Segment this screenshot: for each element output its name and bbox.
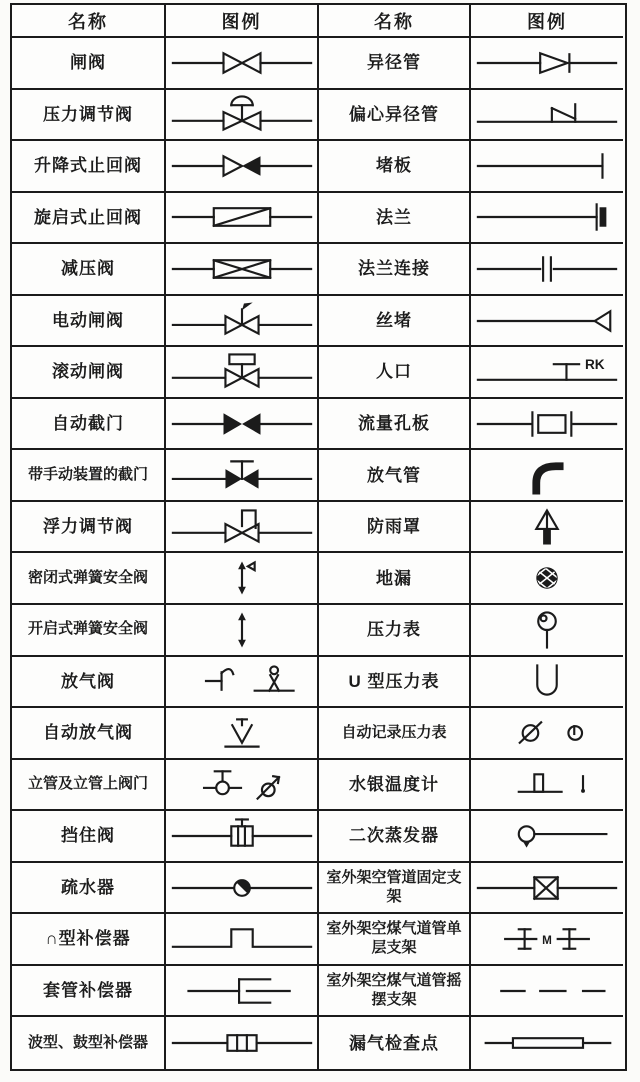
symbol-name-cell — [319, 708, 471, 760]
symbol-name-cell — [319, 863, 471, 915]
symbol-legend-cell — [471, 914, 623, 966]
symbol-name-label: 堵板 — [376, 156, 412, 176]
symbol-name-cell — [319, 605, 471, 657]
symbol-legend-cell — [471, 760, 623, 812]
svg-text:RK: RK — [584, 357, 605, 373]
symbol-name-label: 放气管 — [367, 465, 421, 485]
symbol-legend-cell — [166, 90, 319, 142]
symbol-legend-cell — [166, 502, 319, 554]
flange-icon — [471, 193, 623, 243]
symbol-legend-cell — [166, 760, 319, 812]
symbol-legend-cell — [471, 863, 623, 915]
riser-and-riser-valve-icon — [166, 760, 317, 810]
gate-valve-icon — [166, 38, 317, 88]
symbol-name-label: 自动截门 — [52, 413, 124, 433]
symbol-legend-cell — [471, 399, 623, 451]
symbol-name-label: 开启式弹簧安全阀 — [27, 620, 148, 638]
symbol-name-cell — [12, 863, 166, 915]
symbol-name-cell — [12, 605, 166, 657]
symbol-name-cell — [319, 553, 471, 605]
symbol-legend-cell — [471, 193, 623, 245]
symbol-name-label: 立管及立管上阀门 — [27, 775, 148, 793]
symbol-name-label: 放气阀 — [61, 671, 115, 691]
swing-support-icon — [471, 966, 623, 1016]
symbol-name-label: 减压阀 — [61, 259, 115, 279]
symbol-name-label: 压力调节阀 — [43, 104, 133, 124]
symbol-name-label: 法兰 — [376, 207, 412, 227]
thread-plug-icon — [471, 296, 623, 346]
symbol-name-cell — [12, 760, 166, 812]
closed-spring-safety-valve-icon — [166, 553, 317, 603]
symbol-legend-cell — [471, 605, 623, 657]
symbol-name-label: 室外架空煤气道管摇摆支架 — [326, 971, 462, 1008]
symbol-legend-cell — [166, 296, 319, 348]
symbol-name-cell — [319, 914, 471, 966]
symbol-legend-cell — [471, 1017, 623, 1069]
symbol-legend-cell — [471, 450, 623, 502]
symbol-name-cell — [319, 296, 471, 348]
symbol-name-label: 地漏 — [376, 568, 412, 588]
rain-cap-icon — [471, 502, 623, 552]
swing-check-valve-icon — [166, 193, 317, 243]
eccentric-reducer-icon — [471, 90, 623, 140]
symbol-legend-cell — [166, 863, 319, 915]
column-header-legend: 图例 — [471, 5, 623, 38]
symbol-name-cell — [12, 141, 166, 193]
symbol-name-cell — [12, 811, 166, 863]
symbol-name-label: 波型、鼓型补偿器 — [27, 1033, 148, 1051]
symbol-name-label: 自动记录压力表 — [341, 723, 447, 741]
symbol-legend-cell — [166, 605, 319, 657]
symbol-name-label: 密闭式弹簧安全阀 — [27, 568, 148, 586]
symbol-legend-cell — [166, 193, 319, 245]
symbol-legend-cell — [166, 38, 319, 90]
symbol-name-cell — [319, 450, 471, 502]
symbol-name-label: 挡住阀 — [61, 826, 115, 846]
symbol-name-cell — [12, 553, 166, 605]
symbol-legend-cell — [471, 141, 623, 193]
symbol-name-label: 水银温度计 — [349, 774, 439, 794]
symbol-name-cell — [12, 966, 166, 1018]
symbol-name-cell — [319, 141, 471, 193]
fixed-support-icon — [471, 863, 623, 913]
leak-check-point-icon — [471, 1017, 623, 1069]
reducer-icon — [471, 38, 623, 88]
auto-air-release-valve-icon — [166, 708, 317, 758]
symbol-name-cell — [319, 657, 471, 709]
symbol-legend-cell — [166, 399, 319, 451]
column-header-name: 名称 — [12, 5, 166, 38]
symbol-legend-cell — [166, 553, 319, 605]
vent-pipe-icon — [471, 450, 623, 500]
float-regulating-valve-icon — [166, 502, 317, 552]
symbol-name-label: 流量孔板 — [358, 413, 430, 433]
symbol-name-label: 二次蒸发器 — [349, 826, 439, 846]
symbol-legend-cell — [166, 347, 319, 399]
flange-connection-icon — [471, 244, 623, 294]
floor-drain-icon — [471, 553, 623, 603]
symbol-name-cell — [12, 657, 166, 709]
symbol-legend-cell — [471, 708, 623, 760]
open-spring-safety-valve-icon — [166, 605, 317, 655]
block-valve-icon — [166, 811, 317, 861]
symbol-name-cell — [319, 502, 471, 554]
u-type-compensator-icon — [166, 914, 317, 964]
symbol-name-cell — [12, 914, 166, 966]
bellows-drum-compensator-icon — [166, 1017, 317, 1069]
symbol-legend-cell — [166, 657, 319, 709]
symbol-name-label: 闸阀 — [70, 53, 106, 73]
symbol-legend-cell — [471, 811, 623, 863]
symbol-name-label: 自动放气阀 — [43, 723, 133, 743]
symbol-name-cell — [12, 1017, 166, 1069]
symbol-name-label: 套管补偿器 — [43, 981, 133, 1001]
automatic-stop-valve-icon — [166, 399, 317, 449]
symbol-name-label: 电动闸阀 — [52, 310, 124, 330]
symbol-name-cell — [319, 399, 471, 451]
single-layer-support-icon — [471, 914, 623, 964]
symbol-legend-table — [10, 3, 627, 1071]
symbol-legend-cell — [471, 502, 623, 554]
symbol-name-label: 滚动闸阀 — [52, 362, 124, 382]
symbol-legend-cell — [471, 657, 623, 709]
symbol-name-cell — [12, 399, 166, 451]
symbol-legend-cell — [471, 553, 623, 605]
symbol-name-label: 带手动装置的截门 — [27, 465, 148, 483]
symbol-name-cell — [319, 244, 471, 296]
symbol-name-cell — [319, 1017, 471, 1069]
symbol-name-label: 升降式止回阀 — [34, 156, 142, 176]
symbol-name-label: 丝堵 — [376, 310, 412, 330]
symbol-name-cell — [319, 811, 471, 863]
blind-plate-icon — [471, 141, 623, 191]
mercury-thermometer-icon — [471, 760, 623, 810]
symbol-name-label: 异径管 — [367, 53, 421, 73]
symbol-name-cell — [319, 347, 471, 399]
symbol-legend-cell — [471, 966, 623, 1018]
symbol-name-cell — [319, 966, 471, 1018]
symbol-name-label: 人口 — [376, 362, 412, 382]
symbol-name-label: 浮力调节阀 — [43, 517, 133, 537]
svg-text:M: M — [542, 933, 552, 947]
symbol-name-label: U 型压力表 — [348, 671, 440, 691]
symbol-legend-cell — [471, 38, 623, 90]
recording-pressure-gauge-icon — [471, 708, 623, 758]
rolling-gate-valve-icon — [166, 347, 317, 397]
symbol-name-cell — [12, 502, 166, 554]
symbol-legend-cell — [471, 296, 623, 348]
u-type-pressure-gauge-icon — [471, 657, 623, 707]
symbol-legend-cell — [471, 90, 623, 142]
symbol-legend-cell — [166, 708, 319, 760]
column-header-name: 名称 — [319, 5, 471, 38]
symbol-legend-cell — [471, 347, 623, 399]
secondary-evaporator-icon — [471, 811, 623, 861]
pressure-gauge-icon — [471, 605, 623, 655]
symbol-name-label: 旋启式止回阀 — [34, 207, 142, 227]
symbol-name-label: 室外架空管道固定支架 — [326, 868, 462, 905]
symbol-name-cell — [12, 38, 166, 90]
symbol-legend-cell — [166, 1017, 319, 1069]
air-release-valve-icon — [166, 657, 317, 707]
symbol-name-label: ∩型补偿器 — [45, 929, 131, 949]
symbol-name-label: 法兰连接 — [358, 259, 430, 279]
flow-orifice-plate-icon — [471, 399, 623, 449]
symbol-legend-cell — [471, 244, 623, 296]
symbol-name-cell — [12, 193, 166, 245]
symbol-name-cell — [12, 296, 166, 348]
pressure-reducing-valve-icon — [166, 244, 317, 294]
symbol-name-cell — [12, 450, 166, 502]
symbol-name-label: 偏心异径管 — [349, 104, 439, 124]
symbol-legend-cell — [166, 244, 319, 296]
symbol-name-label: 室外架空煤气道管单层支架 — [326, 920, 462, 957]
inlet-icon — [471, 347, 623, 397]
symbol-name-cell — [12, 244, 166, 296]
symbol-legend-cell — [166, 450, 319, 502]
symbol-legend-cell — [166, 811, 319, 863]
symbol-name-cell — [12, 708, 166, 760]
symbol-name-label: 漏气检查点 — [349, 1033, 439, 1053]
lift-check-valve-icon — [166, 141, 317, 191]
symbol-name-cell — [319, 193, 471, 245]
column-header-legend: 图例 — [166, 5, 319, 38]
symbol-name-cell — [319, 90, 471, 142]
symbol-name-label: 疏水器 — [61, 877, 115, 897]
symbol-legend-cell — [166, 914, 319, 966]
symbol-name-label: 压力表 — [367, 620, 421, 640]
symbol-name-cell — [12, 347, 166, 399]
symbol-name-cell — [12, 90, 166, 142]
symbol-legend-cell — [166, 966, 319, 1018]
symbol-legend-cell — [166, 141, 319, 193]
sleeve-compensator-icon — [166, 966, 317, 1016]
symbol-name-cell — [319, 38, 471, 90]
steam-trap-icon — [166, 863, 317, 913]
symbol-name-label: 防雨罩 — [367, 517, 421, 537]
symbol-name-cell — [319, 760, 471, 812]
manual-stop-valve-icon — [166, 450, 317, 500]
pressure-regulating-valve-icon — [166, 90, 317, 140]
electric-gate-valve-icon — [166, 296, 317, 346]
